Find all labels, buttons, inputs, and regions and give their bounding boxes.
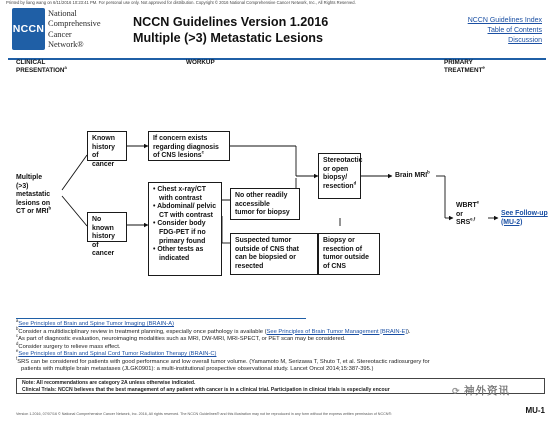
node-line: resected xyxy=(235,262,264,270)
brand-line: Cancer xyxy=(48,29,72,39)
node-line xyxy=(323,180,357,192)
workup-item: • Abdominal/ pelvic CT with contrast xyxy=(153,203,217,219)
footnote-divider xyxy=(16,318,306,319)
suspected-tumor-box xyxy=(230,233,318,275)
footnote-cont xyxy=(16,366,546,374)
wbrt-srs-node xyxy=(456,199,480,228)
note-line: Note: All recommendations are category 2A unless otherwise indicated. xyxy=(22,380,196,386)
node-line: accessible xyxy=(235,200,270,208)
node-line xyxy=(456,216,479,228)
footnotes xyxy=(16,318,546,374)
node-line: biopsy/ xyxy=(323,174,348,182)
brand-line: National xyxy=(48,9,77,18)
footnote-text: As part of diagnostic evaluation, neuroimaging modalities such as MRI, DW-MRI, MRI-SPECT, or PET scan may be considered. xyxy=(18,336,346,342)
node-line: No known xyxy=(92,216,114,232)
node-line: of cancer xyxy=(92,241,115,258)
concern-diagnosis-box xyxy=(148,131,230,161)
footnote-marker: b xyxy=(16,325,19,331)
node-line: history xyxy=(92,143,115,151)
branch-unknown xyxy=(62,196,87,226)
footnote-text: Consider a multidisciplinary review in treatment planning, especially once pathology is available ( xyxy=(18,328,267,335)
footnote-marker: e xyxy=(16,348,19,354)
node-text: resection xyxy=(323,182,354,190)
footnote-text: patients with multiple brain metastases (JLGK0901): a multi-institutional prospective observational study. Lancet Oncol 2014;15:387-395.) xyxy=(21,366,374,372)
workup-item: • Other tests as indicated xyxy=(153,246,204,262)
node-text: WBRT xyxy=(456,202,477,209)
multiple-lesions-node xyxy=(16,174,51,217)
node-line: No other readily xyxy=(235,192,288,199)
footnote-ref: a xyxy=(64,64,67,70)
footnote-marker: d xyxy=(16,340,19,346)
nccn-logo[interactable]: NCCN xyxy=(12,8,45,50)
footnote-c xyxy=(16,333,546,344)
footnote-marker: f xyxy=(16,355,18,361)
node-line: If concern exists xyxy=(153,135,208,142)
watermark xyxy=(452,383,510,398)
heading-text: TREATMENT xyxy=(444,67,483,74)
footnote-text: ). xyxy=(406,328,411,335)
node-line: Stereotactic xyxy=(323,157,363,164)
node-line: resection of xyxy=(323,245,363,253)
see-follow-up-link[interactable]: See Follow-up xyxy=(501,210,548,217)
node-line: tumor for biopsy xyxy=(235,209,290,217)
no-other-tumor-box xyxy=(230,188,300,220)
footnote-f xyxy=(16,355,546,367)
footnote-b xyxy=(16,325,546,337)
footnote-e xyxy=(16,348,546,359)
node-line: lesions on xyxy=(16,199,51,207)
node-text: Brain MRI xyxy=(395,172,428,179)
node-line: history xyxy=(92,233,115,241)
footnote-link[interactable]: See Principles of Brain Tumor Management [BRAIN-E] xyxy=(266,328,407,335)
footnote-link[interactable]: See Principles of Brain and Spine Tumor Imaging (BRAIN-A) xyxy=(18,321,175,327)
discussion-link[interactable]: Discussion xyxy=(508,37,542,44)
title-version: NCCN Guidelines Version 1.2016 xyxy=(133,15,329,29)
node-line: or open xyxy=(323,165,349,173)
workup-item: • Consider body FDG-PET if no primary found xyxy=(153,220,206,245)
branch-known xyxy=(62,155,87,190)
workup-item: • Chest x-ray/CT with contrast xyxy=(153,186,206,202)
heading-text: PRESENTATION xyxy=(16,67,65,74)
footnote-ref: c xyxy=(201,149,205,155)
footnote-ref: e,f xyxy=(470,216,476,222)
footnote-a xyxy=(16,318,546,329)
biopsy-resection-outside-box xyxy=(318,233,380,275)
footnote-marker: a xyxy=(16,318,19,324)
workup-heading: WORKUP xyxy=(186,59,215,66)
stereotactic-biopsy-box xyxy=(318,153,361,199)
brand-line: Comprehensive xyxy=(48,19,101,29)
node-line: of CNS xyxy=(323,262,346,270)
table-of-contents-link[interactable]: Table of Contents xyxy=(487,27,542,34)
footnote-ref: b xyxy=(427,169,430,175)
node-text: CT or MRI xyxy=(16,208,49,216)
workup-list-box xyxy=(148,182,222,276)
title-topic: Multiple (>3) Metastatic Lesions xyxy=(133,30,323,45)
footnote-ref: e xyxy=(482,64,485,70)
footnote-link[interactable]: See Principles of Brain and Spinal Cord Tumor Radiation Therapy (BRAIN-C) xyxy=(18,351,217,357)
known-history-box xyxy=(87,131,127,168)
node-text: SRS xyxy=(456,219,471,227)
node-line: metastatic xyxy=(16,191,51,199)
node-line: outside of CNS that xyxy=(235,245,299,253)
footnote-ref: b xyxy=(48,206,52,212)
follow-up-node xyxy=(501,210,548,227)
brand-line: Network® xyxy=(48,40,84,50)
node-line: Biopsy or xyxy=(323,237,355,244)
node-line xyxy=(153,149,225,161)
node-line: of cancer xyxy=(92,152,115,168)
page-id: MU-1 xyxy=(525,406,545,415)
node-text: of CNS lesions xyxy=(153,152,202,160)
watermark-logo-icon: ⟳ xyxy=(452,386,465,396)
footnote-text: Consider surgery to relieve mass effect. xyxy=(18,343,121,350)
copyright-line: Version 1.2016, 07/07/16 © National Comprehensive Cancer Network, Inc. 2016, All rights reserved. The NCCN Guidelines® and this illustration may not be reproduced in any form without the express written permission of NCCN®. xyxy=(16,412,393,416)
node-line: Known xyxy=(92,135,115,142)
node-line: or xyxy=(456,210,463,218)
heading-line: PRIMARY xyxy=(444,59,473,66)
footnote-marker: c xyxy=(16,333,19,339)
node-line xyxy=(16,208,51,217)
footnote-d xyxy=(16,340,546,352)
printed-notice: Printed by liang wang on 6/11/2016 10:23:41 PM. For personal use only. Not approved for distribution. Copyright © 2016 National Comprehensive Cancer Network, Inc., All Rights Reserved. xyxy=(6,0,356,5)
node-line: tumor outside xyxy=(323,254,369,262)
brain-mri-node xyxy=(395,169,430,181)
node-line: Multiple xyxy=(16,174,43,181)
watermark-text: 神外资讯 xyxy=(464,385,511,397)
node-line: can be biopsied or xyxy=(235,254,296,262)
node-line: (>3) xyxy=(16,182,29,190)
clinical-trials-note: Clinical Trials: NCCN believes that the best management of any patient with cancer is in a clinical trial. Participation in clinical trials is especially encour xyxy=(22,386,390,393)
footnote-ref: e xyxy=(476,199,480,205)
footnote-text: SRS can be considered for patients with good performance and low overall tumor volume. (Yamamoto M, Serizawa T, Shuto T, et al. Stereotactic radiosurgery for xyxy=(17,358,430,365)
node-line: Suspected tumor xyxy=(235,237,292,244)
node-line: regarding diagnosis xyxy=(153,143,219,151)
heading-line: CLINICAL xyxy=(16,59,46,66)
no-known-history-box xyxy=(87,212,127,258)
footnote-ref: d xyxy=(353,180,357,186)
guidelines-index-link[interactable]: NCCN Guidelines Index xyxy=(467,17,542,24)
mu-2-link[interactable]: (MU-2) xyxy=(501,218,523,226)
node-line xyxy=(456,199,480,211)
